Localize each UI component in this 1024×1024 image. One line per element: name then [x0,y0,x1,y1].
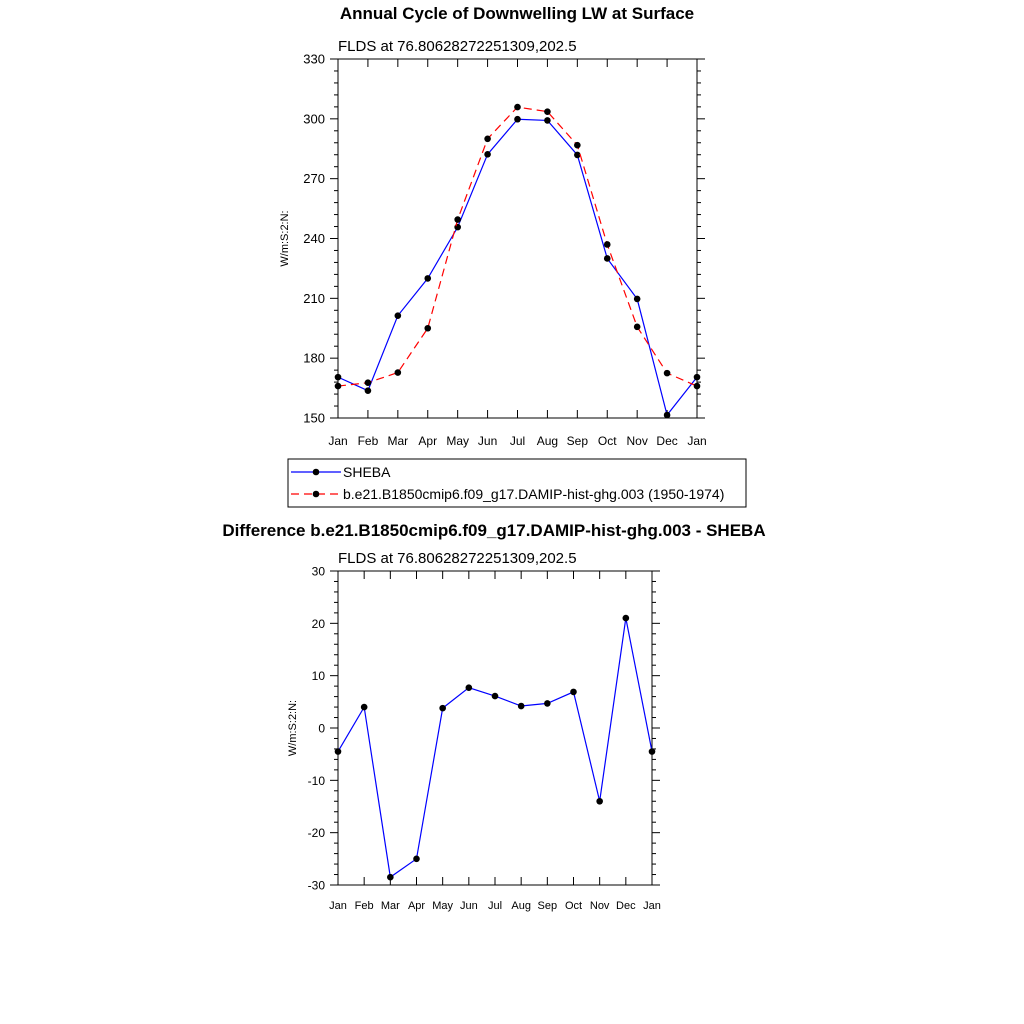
data-point [514,104,521,111]
x-tick-label: Jun [477,434,498,448]
y-tick-label: 0 [318,721,325,736]
x-tick-label: Aug [536,434,559,448]
data-point [694,383,701,390]
x-tick-label: Jan [643,900,661,912]
data-point [574,142,581,149]
data-point [365,387,372,394]
x-tick-label: Mar [387,434,409,448]
difference-chart-title: Difference b.e21.B1850cmip6.f09_g17.DAMIP-hist-ghg.003 - SHEBA [222,521,766,540]
data-point [335,374,342,381]
y-tick-label: 150 [303,410,325,426]
legend-label: b.e21.B1850cmip6.f09_g17.DAMIP-hist-ghg.003 (1950-1974) [343,486,725,502]
data-point [454,216,461,223]
x-tick-label: May [432,900,454,912]
series-line-0 [338,618,652,877]
data-point [387,874,394,881]
x-tick-label: Nov [589,900,610,912]
data-point [335,383,342,390]
data-point [424,275,431,282]
legend-marker [313,469,320,476]
x-tick-label: Dec [616,900,636,912]
data-point [395,312,402,319]
y-tick-label: 20 [311,616,325,631]
plot-frame [338,59,697,418]
x-tick-label: Jan [687,434,707,448]
data-point [335,748,342,755]
data-point [439,705,446,712]
x-tick-label: Jul [509,434,526,448]
x-tick-label: Feb [354,900,374,912]
data-point [361,704,368,711]
data-point [634,324,641,331]
data-point [623,615,630,622]
data-point [544,700,551,707]
data-point [634,296,641,303]
x-tick-label: Sep [537,900,558,912]
data-point [514,116,521,123]
difference-plot [287,550,661,912]
y-tick-label: -10 [307,773,325,788]
data-point [596,798,603,805]
plot-subtitle: FLDS at 76.80628272251309,202.5 [338,550,577,567]
data-point [395,369,402,376]
y-tick-label: 30 [311,564,325,579]
data-point [492,693,499,700]
data-point [694,374,701,381]
data-point [570,689,577,696]
x-tick-label: Mar [380,900,400,912]
data-point [484,151,491,158]
x-tick-label: Feb [357,434,379,448]
x-tick-label: Apr [418,434,438,448]
x-tick-label: Nov [626,434,648,448]
x-tick-label: Apr [407,900,426,912]
legend-marker [313,491,320,498]
legend [288,459,746,507]
data-point [664,370,671,377]
data-point [518,703,525,710]
data-point [466,684,473,691]
annual-cycle-plot [279,38,707,448]
data-point [664,412,671,419]
y-tick-label: 330 [303,51,325,67]
series-line-1 [338,107,697,386]
y-tick-label: 240 [303,231,325,246]
data-point [544,117,551,124]
y-axis-label: W/m:S:2:N: [279,210,291,267]
data-point [424,325,431,332]
data-point [574,152,581,159]
data-point [413,856,420,863]
x-tick-label: Jan [328,434,348,448]
plot-subtitle: FLDS at 76.80628272251309,202.5 [338,38,577,55]
series-line-0 [338,119,697,415]
data-point [604,255,611,262]
plot-frame [338,571,652,885]
legend-label: SHEBA [343,464,391,480]
x-tick-label: May [446,434,470,448]
y-tick-label: 180 [303,350,325,366]
data-point [484,135,491,142]
y-tick-label: 10 [311,669,325,684]
data-point [604,241,611,248]
chart-title: Annual Cycle of Downwelling LW at Surface [339,4,695,23]
data-point [454,224,461,231]
x-tick-label: Oct [597,434,617,448]
y-tick-label: 270 [303,171,325,187]
data-point [544,108,551,115]
y-axis-label: W/m:S:2:N: [287,699,299,757]
x-tick-label: Jun [459,900,478,912]
x-tick-label: Jan [329,900,347,912]
x-tick-label: Oct [564,900,583,912]
x-tick-label: Aug [511,900,531,912]
y-tick-label: 210 [303,290,325,306]
data-point [365,379,372,386]
y-tick-label: 300 [303,111,325,127]
y-tick-label: -30 [307,878,325,893]
data-point [649,748,656,755]
x-tick-label: Jul [487,900,503,912]
x-tick-label: Sep [566,434,589,448]
x-tick-label: Dec [656,434,678,448]
y-tick-label: -20 [307,826,325,841]
